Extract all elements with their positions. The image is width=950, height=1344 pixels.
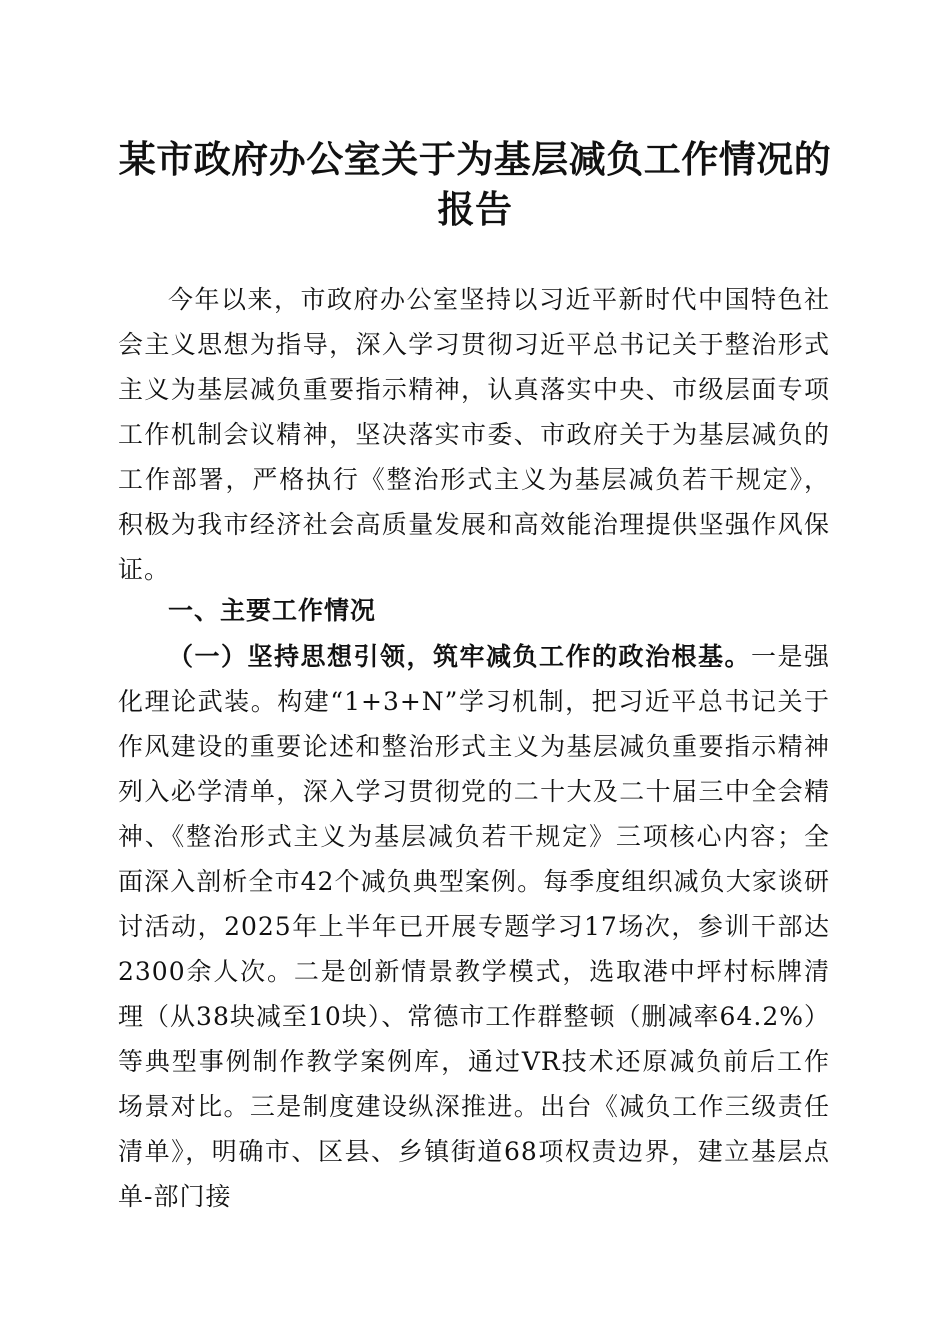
document-title: 某市政府办公室关于为基层减负工作情况的报告 xyxy=(118,137,832,231)
intro-paragraph: 今年以来，市政府办公室坚持以习近平新时代中国特色社会主义思想为指导，深入学习贯彻习近平总书记关于整治形式主义为基层减负重要指示精神，认真落实中央、市级层面专项工作机制会议精神，坚决落实市委、市政府关于为基层减负的工作部署，严格执行《整治形式主义为基层减负若干规定》，积极为我市经济社会高质量发展和高效能治理提供坚强作风保证。 xyxy=(118,285,830,584)
section-heading: 一、主要工作情况 xyxy=(168,596,377,625)
subsection-paragraph xyxy=(118,634,830,1219)
subsection-title: （一）坚持思想引领，筑牢减负工作的政治根基。 xyxy=(168,642,751,671)
subsection-body: 一是强化理论武装。构建“1+3+N”学习机制，把习近平总书记关于作风建设的重要论述和整治形式主义为基层减负重要指示精神列入必学清单，深入学习贯彻党的二十大及二十届三中全会精神、《整治形式主义为基层减负若干规定》三项核心内容；全面深入剖析全市42个减负典型案例。每季度组织减负大家谈研讨活动，2025年上半年已开展专题学习17场次，参训干部达2300余人次。二是创新情景教学模式，选取港中坪村标牌清理（从38块减至10块）、常德市工作群整顿（删减率64.2%）等典型事例制作教学案例库，通过VR技术还原减负前后工作场景对比。三是制度建设纵深推进。出台《减负工作三级责任清单》，明确市、区县、乡镇街道68项权责边界，建立基层点单-部门接 xyxy=(118,642,830,1211)
